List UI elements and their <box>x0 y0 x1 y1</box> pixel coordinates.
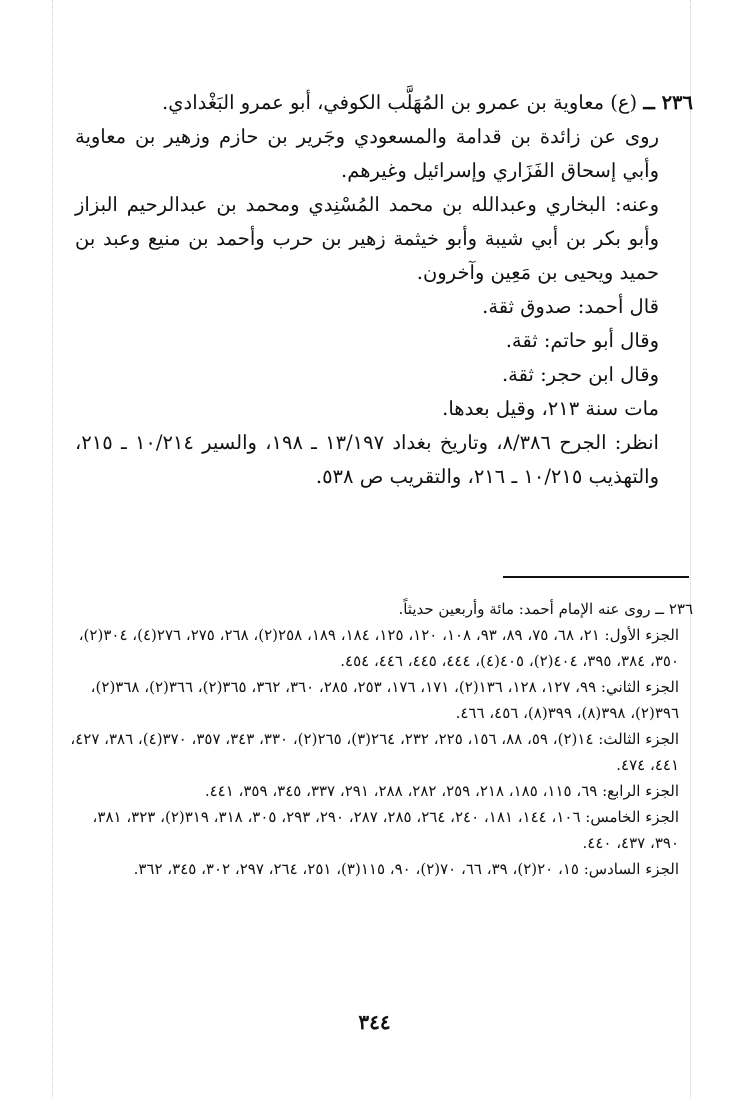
opinion-ahmad: قال أحمد: صدوق ثقة. <box>482 295 659 318</box>
footnote-part-6: الجزء السادس: ١٥، ٢٠(٢)، ٣٩، ٦٦، ٧٠(٢)، ٩٠، ١١٥(٣)، ٢٥١، ٢٦٤، ٢٩٧، ٣٠٢، ٣٤٥، ٣٦٢. <box>133 860 679 878</box>
entry-title: (ع) معاوية بن عمرو بن المُهَلَّب الكوفي، أبو عمرو البَغْدادي. <box>162 91 638 114</box>
entry-heading <box>75 86 693 120</box>
footnote-part-2: الجزء الثاني: ٩٩، ١٢٧، ١٢٨، ١٣٦(٢)، ١٧١، ١٧٦، ٢٥٣، ٢٨٥، ٣٦٠، ٣٦٢، ٣٦٥(٢)، ٣٦٦(٢)، ٣٦٨(٢)، ٣٩٦(٢)، ٣٩٨(٨)، ٣٩٩(٨)، ٤٥٦، ٤٦٦. <box>90 678 679 722</box>
footnote-part-3: الجزء الثالث: ١٤(٢)، ٥٩، ٨٨، ١٥٦، ٢٢٥، ٢٣٢، ٢٦٤(٣)، ٢٦٥(٢)، ٣٣٠، ٣٤٣، ٣٥٧، ٣٧٠(٤)، ٣٨٦، ٤٢٧، ٤٤١، ٤٧٤. <box>70 730 679 774</box>
narrated-by: وعنه: البخاري وعبدالله بن محمد المُسْنِدي ومحمد بن عبدالرحيم البزاز وأبو بكر بن أبي شيبة وأبو خيثمة زهير بن حرب وأحمد بن منيع وعبد بن حميد ويحيى بن مَعِين وآخرون. <box>75 193 659 284</box>
footnotes <box>67 596 693 882</box>
footnote-separator <box>503 576 689 578</box>
entry-number: ٢٣٦ ــ <box>643 91 693 114</box>
footnote-intro: ٢٣٦ ــ روى عنه الإمام أحمد: مائة وأربعين حديثاً. <box>398 600 693 618</box>
footnote-part-4: الجزء الرابع: ٦٩، ١١٥، ١٨٥، ٢١٨، ٢٥٩، ٢٨٢، ٢٨٨، ٢٩١، ٣٣٧، ٣٤٥، ٣٥٩، ٤٤١. <box>204 782 679 800</box>
references: انظر: الجرح ٨/٣٨٦، وتاريخ بغداد ١٣/١٩٧ ـ ١٩٨، والسير ١٠/٢١٤ ـ ٢١٥، والتهذيب ١٠/٢١٥ ـ ٢١٦، والتقريب ص ٥٣٨. <box>75 431 659 488</box>
opinion-ibn-hajar: وقال ابن حجر: ثقة. <box>501 363 659 386</box>
entry-body <box>75 86 693 494</box>
opinion-abu-hatim: وقال أبو حاتم: ثقة. <box>505 329 659 352</box>
scan-guide-line-left <box>52 0 53 1098</box>
death-date: مات سنة ٢١٣، وقيل بعدها. <box>442 397 659 420</box>
footnote-part-1: الجزء الأول: ٢١، ٦٨، ٧٥، ٨٩، ٩٣، ١٠٨، ١٢٠، ١٢٥، ١٨٤، ١٨٩، ٢٥٨(٢)، ٢٦٨، ٢٧٥، ٢٧٦(٤)، ٣٠٤(٢)، ٣٥٠، ٣٨٤، ٣٩٥، ٤٠٤(٢)، ٤٠٥(٤)، ٤٤٤، ٤٤٥، ٤٤٦، ٤٥٤. <box>78 626 679 670</box>
page-number: ٣٤٤ <box>358 1010 391 1034</box>
narrated-from: روى عن زائدة بن قدامة والمسعودي وجَرير بن حازم وزهير بن معاوية وأبي إسحاق الفَزَاري وإسرائيل وغيرهم. <box>75 125 659 182</box>
footnote-part-5: الجزء الخامس: ١٠٦، ١٤٤، ١٨١، ٢٤٠، ٢٦٤، ٢٨٥، ٢٨٧، ٢٩٠، ٢٩٣، ٣٠٥، ٣١٨، ٣١٩(٢)، ٣٢٣، ٣٨١، ٣٩٠، ٤٣٧، ٤٤٠. <box>92 808 679 852</box>
